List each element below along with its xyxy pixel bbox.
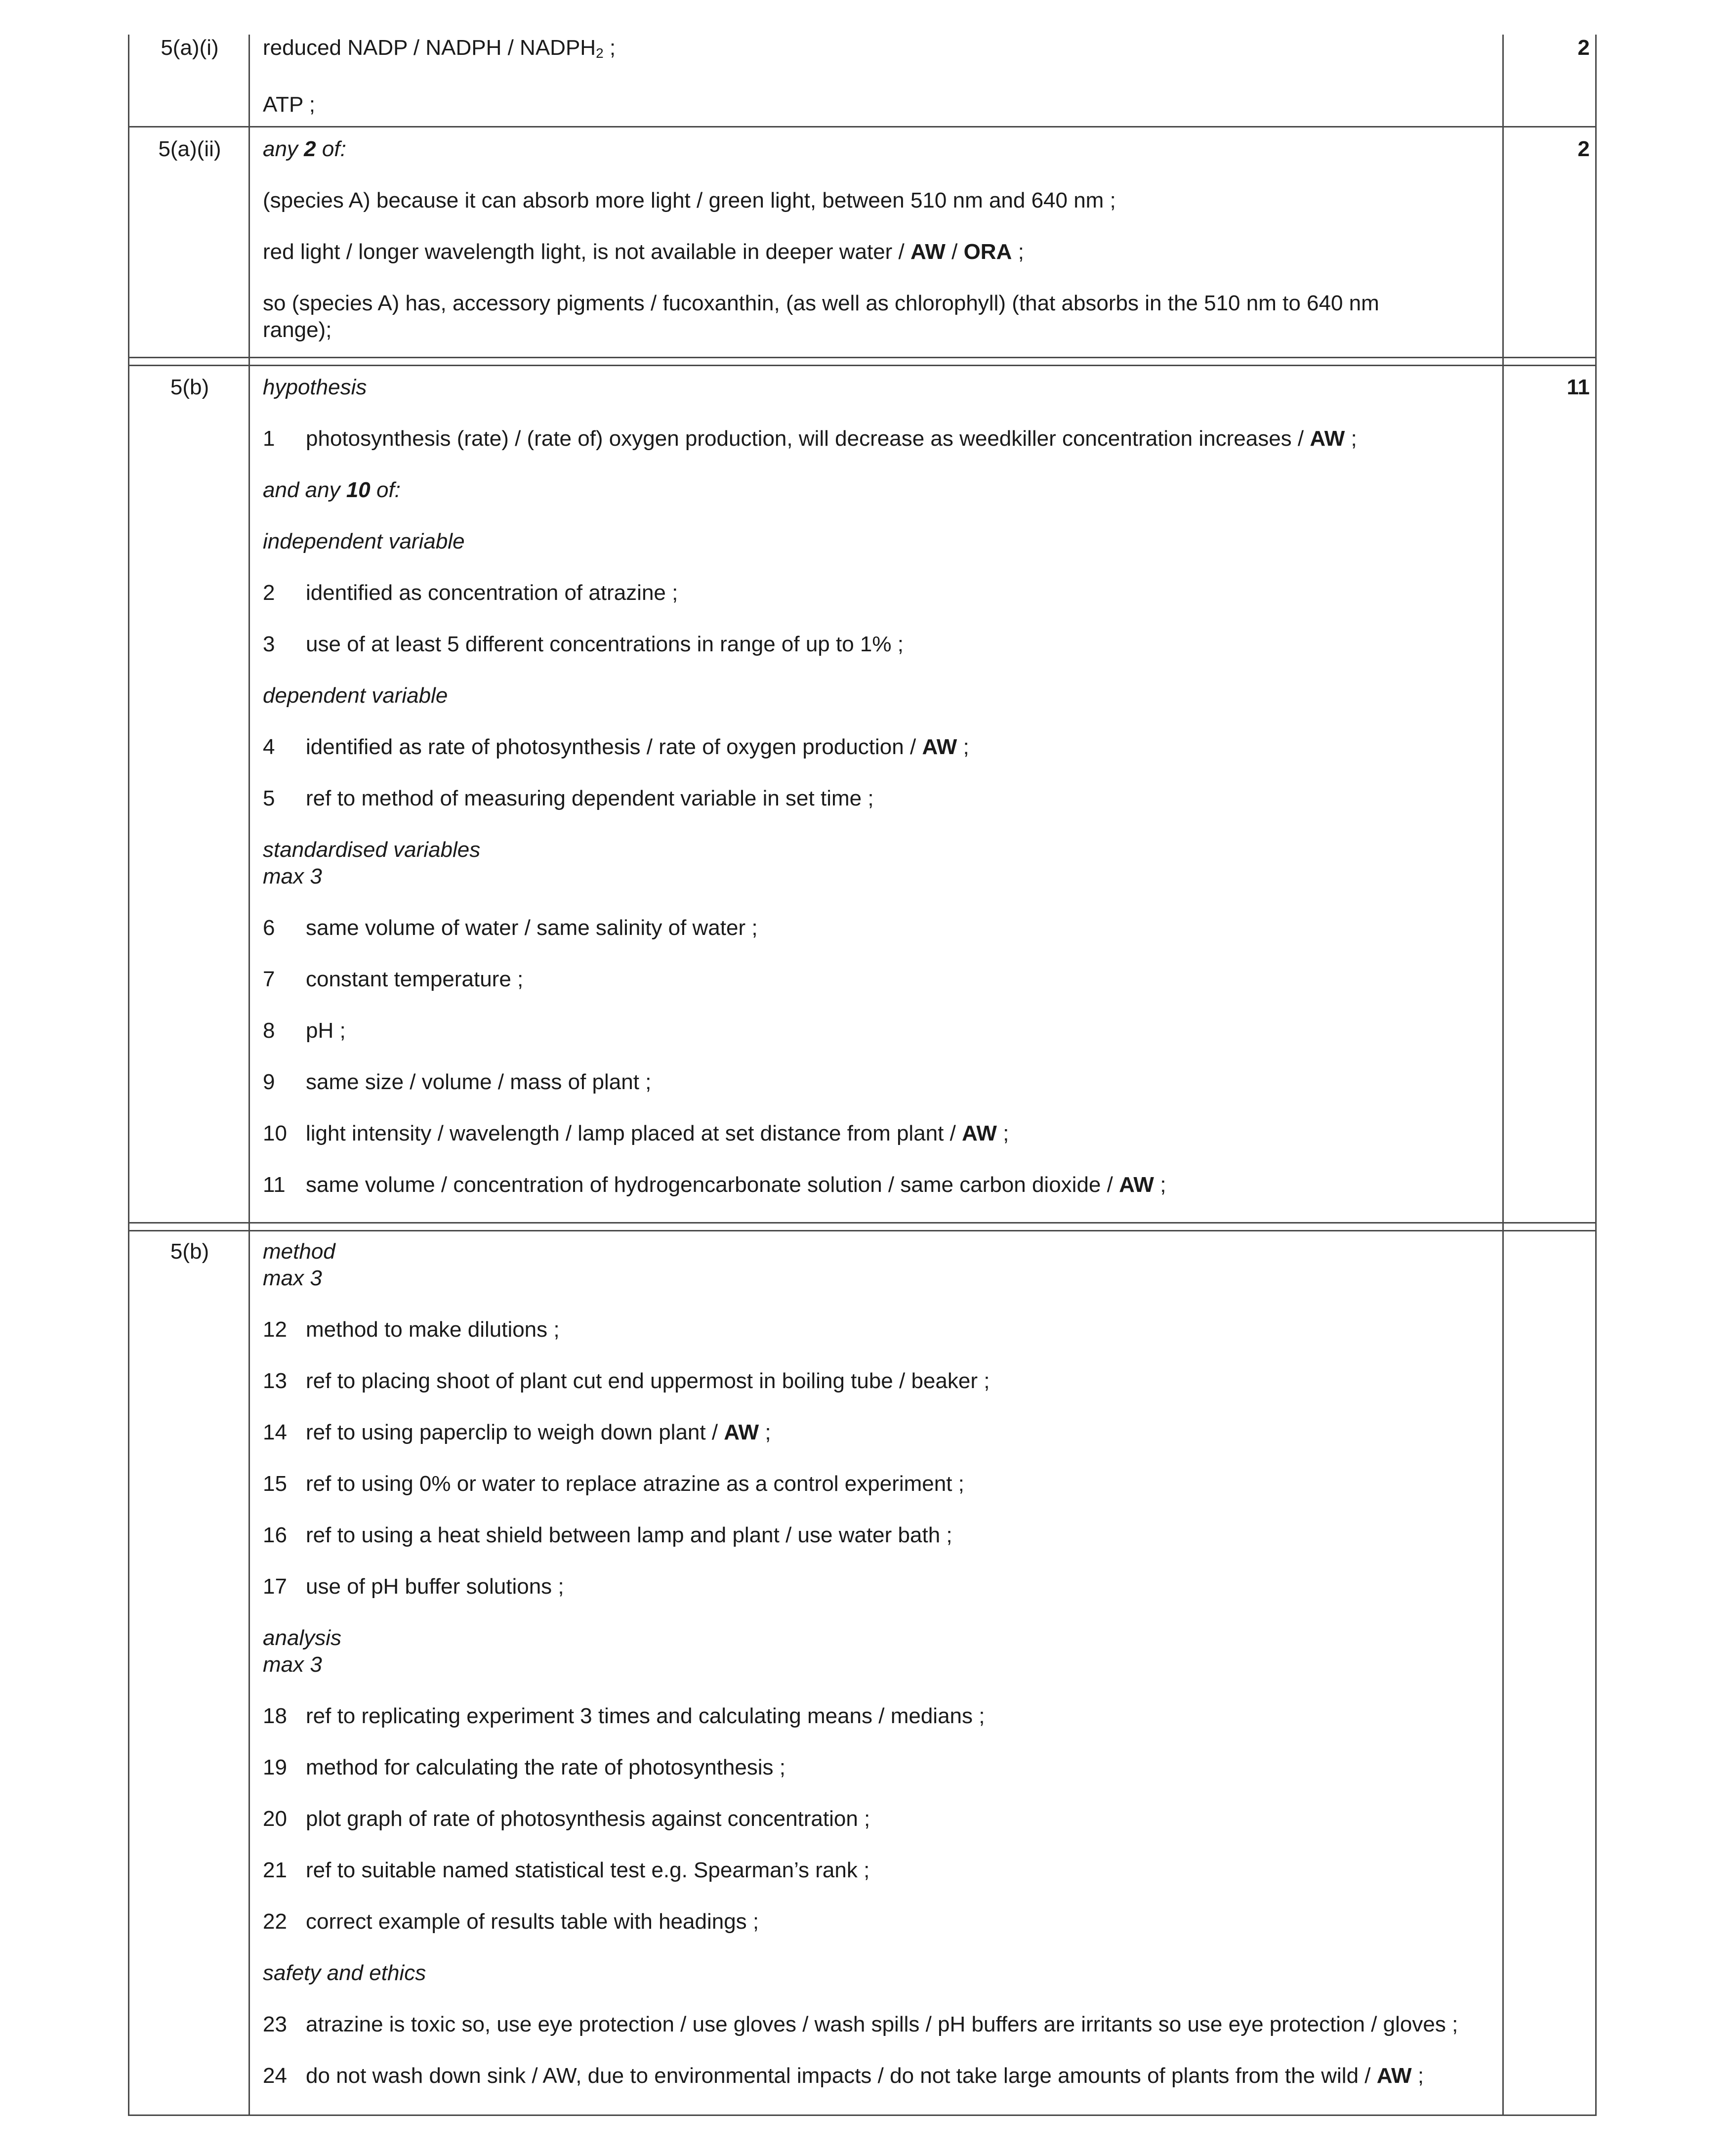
- answer-block: [263, 35, 1498, 118]
- row-divider: [128, 126, 1597, 127]
- section-heading: independent variable: [263, 529, 465, 553]
- answer-point: 13 ref to placing shoot of plant cut end uppermost in boiling tube / beaker ;: [263, 1369, 990, 1393]
- marks-value: 2: [1577, 36, 1590, 60]
- section-max: max 3: [263, 864, 322, 888]
- instruction-line: any 2 of:: [263, 137, 346, 161]
- section-heading: hypothesis: [263, 375, 367, 399]
- row-divider-double-bottom: [128, 365, 1597, 366]
- answer-point: 22 correct example of results table with headings ;: [263, 1909, 759, 1934]
- answer-point: 4 identified as rate of photosynthesis / rate of oxygen production / AW ;: [263, 735, 969, 759]
- answer-line: (species A) because it can absorb more light / green light, between 510 nm and 640 nm ;: [263, 188, 1116, 212]
- section-heading: safety and ethics: [263, 1961, 426, 1985]
- question-number: 5(a)(i): [161, 36, 219, 60]
- table-divider-question: [248, 35, 250, 2116]
- section-max: max 3: [263, 1652, 322, 1677]
- answer-block: [263, 1238, 1498, 2089]
- answer-point: 9 same size / volume / mass of plant ;: [263, 1070, 652, 1094]
- answer-point: 16 ref to using a heat shield between lamp and plant / use water bath ;: [263, 1523, 952, 1547]
- answer-point: 20 plot graph of rate of photosynthesis against concentration ;: [263, 1807, 870, 1831]
- question-number: 5(b): [170, 1239, 209, 1264]
- answer-point: 12 method to make dilutions ;: [263, 1317, 560, 1342]
- section-heading: analysis: [263, 1626, 341, 1650]
- answer-line: red light / longer wavelength light, is not available in deeper water / AW / ORA ;: [263, 240, 1024, 264]
- instruction-line: and any 10 of:: [263, 478, 401, 502]
- marks-value: 11: [1567, 375, 1590, 399]
- marks-value: 2: [1577, 137, 1590, 161]
- answer-point: 11 same volume / concentration of hydrogencarbonate solution / same carbon dioxide / AW ;: [263, 1173, 1166, 1197]
- answer-line: reduced NADP / NADPH / $NADPH_2$ ;: [263, 36, 616, 61]
- answer-point: 1 photosynthesis (rate) / (rate of) oxygen production, will decrease as weedkiller concentration increases / AW ;: [263, 426, 1357, 451]
- section-max: max 3: [263, 1266, 322, 1290]
- row-divider-double-top: [128, 357, 1597, 358]
- answer-point: 2 identified as concentration of atrazine ;: [263, 581, 678, 605]
- answer-point: 18 ref to replicating experiment 3 times and calculating means / medians ;: [263, 1704, 985, 1728]
- answer-point: 24 do not wash down sink / AW, due to environmental impacts / do not take large amounts of plants from the wild / AW ;: [263, 2064, 1424, 2088]
- answer-point: 10 light intensity / wavelength / lamp placed at set distance from plant / AW ;: [263, 1121, 1009, 1145]
- question-number: 5(a)(ii): [158, 137, 221, 161]
- answer-point: 21 ref to suitable named statistical test e.g. Spearman’s rank ;: [263, 1858, 870, 1882]
- answer-point: 3 use of at least 5 different concentrations in range of up to 1% ;: [263, 632, 904, 656]
- answer-line: ATP ;: [263, 92, 315, 117]
- answer-point: 14 ref to using paperclip to weigh down plant / AW ;: [263, 1420, 771, 1444]
- answer-point: 23 atrazine is toxic so, use eye protection / use gloves / wash spills / pH buffers are irritants so use eye protection / gloves ;: [263, 2012, 1458, 2036]
- answer-point: 6 same volume of water / same salinity of water ;: [263, 916, 758, 940]
- answer-block: [263, 136, 1498, 343]
- answer-point: 15 ref to using 0% or water to replace atrazine as a control experiment ;: [263, 1472, 964, 1496]
- answer-point: 19 method for calculating the rate of photosynthesis ;: [263, 1755, 786, 1779]
- row-divider-double-bottom: [128, 1230, 1597, 1231]
- row-divider-double-top: [128, 1222, 1597, 1224]
- question-number: 5(b): [170, 375, 209, 399]
- answer-point: 17 use of pH buffer solutions ;: [263, 1574, 564, 1599]
- answer-line: so (species A) has, accessory pigments / fucoxanthin, (as well as chlorophyll) (that absorbs in the 510 nm to 640 nm range);: [263, 291, 1379, 342]
- table-border-right: [1595, 35, 1597, 2116]
- section-heading: standardised variables: [263, 838, 481, 862]
- table-border-left: [128, 35, 129, 2116]
- table-divider-marks: [1502, 35, 1504, 2116]
- answer-point: 7 constant temperature ;: [263, 967, 524, 991]
- answer-point: 8 pH ;: [263, 1018, 346, 1043]
- section-heading: dependent variable: [263, 683, 448, 708]
- mark-scheme-table: [128, 35, 1597, 2116]
- answer-block: [263, 374, 1498, 1198]
- table-border-bottom: [128, 2114, 1597, 2116]
- section-heading: method: [263, 1239, 335, 1264]
- answer-point: 5 ref to method of measuring dependent variable in set time ;: [263, 786, 874, 810]
